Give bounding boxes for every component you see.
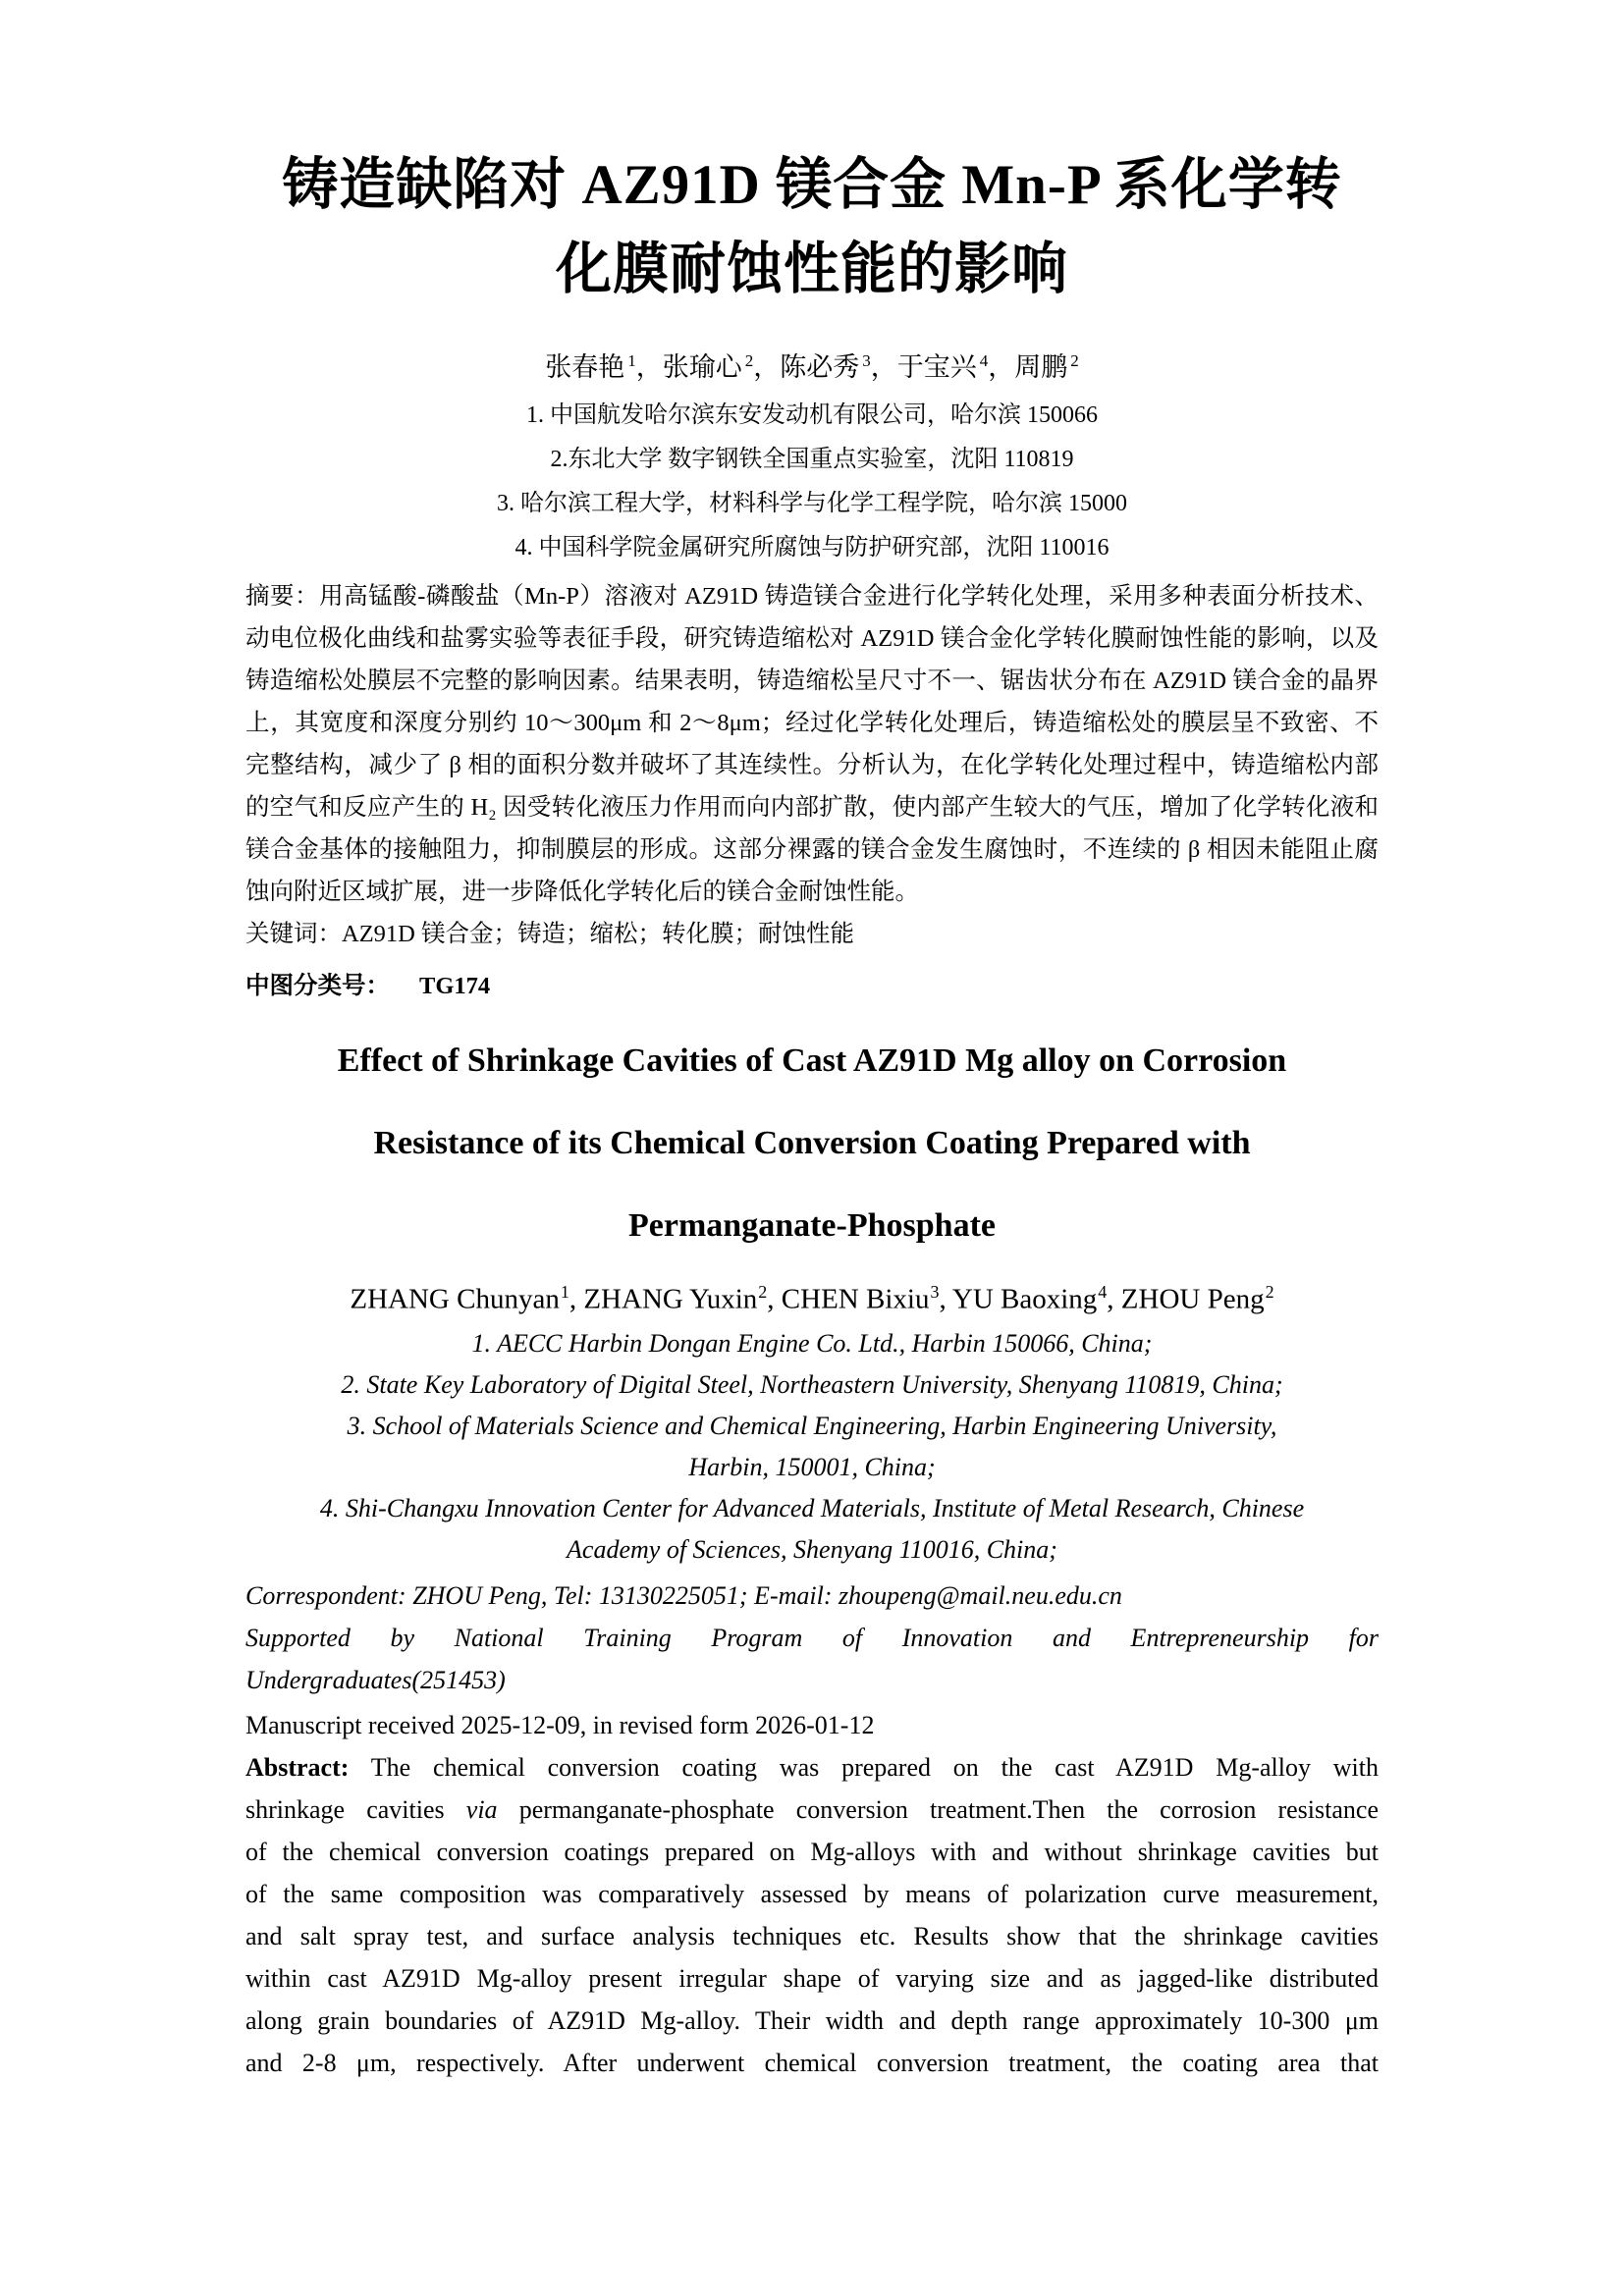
affiliation-en-1: 1. AECC Harbin Dongan Engine Co. Ltd., Harbin 150066, China;: [471, 1328, 1153, 1358]
correspondent-line: Correspondent: ZHOU Peng, Tel: 13130225051; E-mail: zhoupeng@mail.neu.edu.cn: [245, 1580, 1122, 1610]
abstract-en-label: Abstract:: [245, 1752, 350, 1782]
affiliations-en: [245, 1323, 1379, 1571]
paper-title-cn: [245, 143, 1379, 312]
paper-title-en-line1: Effect of Shrinkage Cavities of Cast AZ91D Mg alloy on Corrosion: [337, 1042, 1287, 1079]
affiliation-en-3-line2: Harbin, 150001, China;: [688, 1452, 936, 1481]
supported-line1: Supported by National Training Program of Innovation and Entrepreneurship for: [245, 1623, 1379, 1652]
affiliations-cn: [245, 394, 1379, 570]
author-en-superscript: 4: [1098, 1282, 1108, 1302]
author-en-name: , ZHOU Peng: [1107, 1283, 1265, 1315]
authors-en: [245, 1272, 1379, 1319]
author-en-superscript: 3: [930, 1282, 940, 1302]
abstract-en-line: of the chemical conversion coatings prepared on Mg-alloys with and without shrinkage cavities but: [245, 1837, 1379, 1866]
abstract-en-text: The chemical conversion coating was prepared on the cast AZ91D Mg-alloy with: [349, 1752, 1379, 1782]
abstract-en-line: of the same composition was comparatively assessed by means of polarization curve measurement,: [245, 1879, 1379, 1908]
page-content: [245, 0, 1379, 2084]
abstract-cn-line: 完整结构，减少了 β 相的面积分数并破坏了其连续性。分析认为，在化学转化处理过程中，铸造缩松内部: [245, 752, 1379, 778]
author-cn-superscript: 3: [862, 351, 871, 370]
abstract-en-line: within cast AZ91D Mg-alloy present irregular shape of varying size and as jagged-like distributed: [245, 1963, 1379, 1993]
affiliation-en-4-line1: 4. Shi-Changxu Innovation Center for Advanced Materials, Institute of Metal Research, Chinese: [319, 1493, 1305, 1522]
manuscript-received-line: Manuscript received 2025-12-09, in revised form 2026-01-12: [245, 1710, 875, 1739]
abstract-en-line: and 2-8 μm, respectively. After underwent chemical conversion treatment, the coating area that: [245, 2048, 1379, 2077]
abstract-en-line: along grain boundaries of AZ91D Mg-alloy. Their width and depth range approximately 10-300 μm: [245, 2005, 1379, 2035]
author-en-name: ZHANG Chunyan: [350, 1283, 560, 1315]
abstract-cn-line: 动电位极化曲线和盐雾实验等表征手段，研究铸造缩松对 AZ91D 镁合金化学转化膜耐蚀性能的影响，以及: [245, 625, 1379, 652]
author-en-superscript: 2: [758, 1282, 768, 1302]
paper-title-en-line2: Resistance of its Chemical Conversion Coating Prepared with: [373, 1125, 1251, 1161]
author-en-name: , ZHANG Yuxin: [568, 1283, 758, 1315]
abstract-cn: [245, 575, 1379, 913]
abstract-en-line: [245, 1746, 1379, 1789]
author-cn-name: ，张瑜心: [635, 352, 742, 382]
affiliation-en-2: 2. State Key Laboratory of Digital Steel, Northeastern University, Shenyang 110819, China;: [341, 1369, 1283, 1399]
clc-line: [245, 965, 1379, 1007]
abstract-en: [245, 1746, 1379, 2084]
author-en-name: , CHEN Bixiu: [767, 1283, 930, 1315]
authors-cn: [245, 344, 1379, 385]
abstract-en-line: [245, 1789, 1379, 1831]
author-cn-superscript: 1: [627, 351, 636, 370]
affiliation-cn-2: 2.东北大学 数字钢铁全国重点实验室，沈阳 110819: [550, 447, 1074, 472]
affiliation-cn-4: 4. 中国科学院金属研究所腐蚀与防护研究部，沈阳 110016: [514, 535, 1110, 561]
affiliation-cn-1: 1. 中国航发哈尔滨东安发动机有限公司，哈尔滨 150066: [526, 402, 1098, 428]
abstract-cn-line: 摘要：用高锰酸-磷酸盐（Mn-P）溶液对 AZ91D 铸造镁合金进行化学转化处理，采用多种表面分析技术、: [245, 583, 1379, 610]
author-en-superscript: 1: [560, 1282, 569, 1302]
clc-value: TG174: [419, 973, 491, 999]
affiliation-en-3-line1: 3. School of Materials Science and Chemical Engineering, Harbin Engineering University,: [347, 1411, 1277, 1440]
abstract-en-text: permanganate-phosphate conversion treatment.Then the corrosion resistance: [497, 1794, 1379, 1824]
paper-title-cn-line2: 化膜耐蚀性能的影响: [556, 239, 1068, 300]
paper-title-cn-line1: 铸造缺陷对 AZ91D 镁合金 Mn-P 系化学转: [282, 154, 1342, 216]
abstract-cn-line: 上，其宽度和深度分别约 10～300μm 和 2～8μm；经过化学转化处理后，铸造缩松处的膜层呈不致密、不: [245, 710, 1379, 736]
author-cn-name: ，于宝兴: [870, 352, 977, 382]
author-cn-superscript: 4: [979, 351, 989, 370]
author-cn-name: ，周鹏: [988, 352, 1068, 382]
abstract-cn-line: 铸造缩松处膜层不完整的影响因素。结果表明，铸造缩松呈尺寸不一、锯齿状分布在 AZ91D 镁合金的晶界: [245, 667, 1379, 694]
author-cn-superscript: 2: [1070, 351, 1079, 370]
author-en-superscript: 2: [1265, 1282, 1274, 1302]
author-en-name: , YU Baoxing: [939, 1283, 1098, 1315]
affiliation-en-4-line2: Academy of Sciences, Shenyang 110016, China;: [567, 1534, 1057, 1564]
author-cn-name: 张春艳: [545, 352, 625, 382]
paper-title-en-line3: Permanganate-Phosphate: [628, 1207, 996, 1244]
abstract-cn-line: 镁合金基体的接触阻力，抑制膜层的形成。这部分裸露的镁合金发生腐蚀时，不连续的 β 相因未能阻止腐: [245, 836, 1379, 863]
abstract-cn-line: 的空气和反应产生的 H₂ 因受转化液压力作用而向内部扩散，使内部产生较大的气压，增加了化学转化液和: [245, 794, 1379, 821]
clc-label: 中图分类号：: [245, 973, 390, 999]
abstract-cn-line: 蚀向附近区域扩展，进一步降低化学转化后的镁合金耐蚀性能。: [245, 879, 919, 905]
abstract-en-line: and salt spray test, and surface analysis techniques etc. Results show that the shrinkage cavities: [245, 1921, 1379, 1950]
abstract-en-via-italic: via: [465, 1794, 498, 1824]
author-cn-name: ，陈必秀: [753, 352, 860, 382]
affiliation-cn-3: 3. 哈尔滨工程大学，材料科学与化学工程学院，哈尔滨 15000: [497, 491, 1127, 516]
paper-title-en: [245, 1020, 1379, 1267]
abstract-en-text: shrinkage cavities: [245, 1794, 466, 1824]
keywords-cn: 关键词：AZ91D 镁合金；铸造；缩松；转化膜；耐蚀性能: [245, 921, 854, 947]
author-cn-superscript: 2: [744, 351, 754, 370]
supported-line2: Undergraduates(251453): [245, 1665, 506, 1694]
